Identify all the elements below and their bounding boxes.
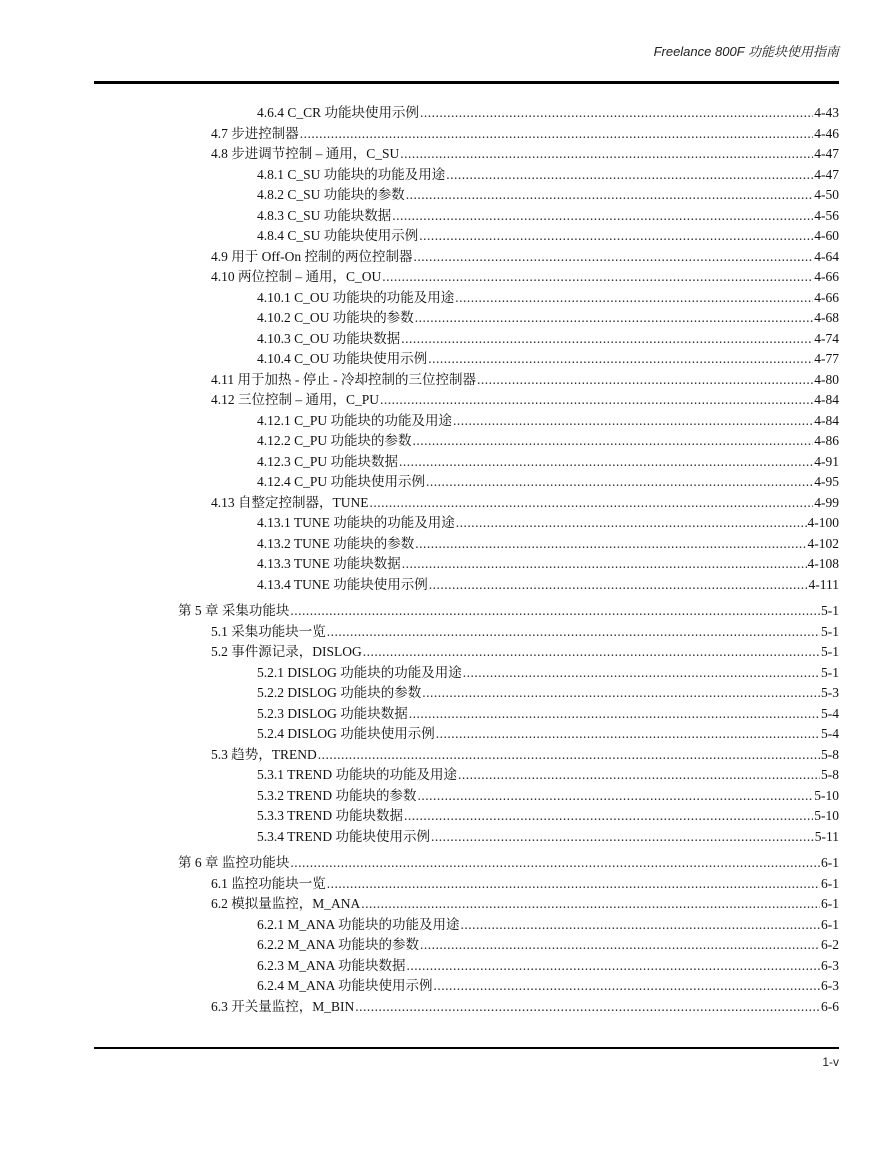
dot-leader — [446, 165, 813, 186]
toc-entry-title: 4.12.3 C_PU 功能块数据 — [257, 453, 399, 469]
dot-leader — [458, 765, 820, 786]
toc-entry-title: 4.10.4 C_OU 功能块使用示例 — [257, 351, 428, 366]
toc-entry-page: 4-108 — [807, 556, 839, 571]
toc-entry[interactable] — [0, 997, 893, 1018]
toc-entry[interactable] — [0, 124, 893, 145]
toc-entry-page: 4-56 — [814, 207, 839, 223]
toc-entry-title: 6.1 监控功能块一览 — [211, 875, 326, 891]
toc-entry[interactable] — [0, 724, 893, 745]
toc-entry-page: 4-86 — [814, 433, 839, 448]
toc-entry[interactable] — [0, 206, 893, 227]
toc-entry-title: 4.8 步进调节控制 – 通用，C_SU — [211, 146, 400, 161]
toc-entry-title: 4.8.1 C_SU 功能块的功能及用途 — [257, 166, 446, 182]
toc-entry-title: 4.7 步进控制器 — [211, 125, 299, 141]
toc-entry-title: 4.13.2 TUNE 功能块的参数 — [257, 535, 415, 551]
toc-entry-page: 4-47 — [814, 166, 839, 182]
header-rule — [94, 81, 839, 84]
footer-rule — [94, 1047, 839, 1049]
toc-entry-title: 4.8.2 C_SU 功能块的参数 — [257, 187, 405, 202]
dot-leader — [413, 431, 814, 452]
toc-entry-page: 6-6 — [821, 998, 839, 1014]
toc-entry-title: 6.2.3 M_ANA 功能块数据 — [257, 957, 406, 973]
toc-entry[interactable] — [0, 513, 893, 534]
toc-entry-title: 4.13 自整定控制器，TUNE — [211, 494, 369, 510]
toc-entry-page: 5-8 — [821, 746, 839, 762]
dot-leader — [404, 806, 813, 827]
toc-entry[interactable] — [0, 329, 893, 350]
toc-entry-page: 4-84 — [814, 412, 839, 428]
toc-entry[interactable] — [0, 267, 893, 288]
toc-entry-page: 4-66 — [814, 269, 839, 284]
dot-leader — [407, 956, 820, 977]
toc-entry-title: 5.3 趋势，TREND — [211, 746, 317, 762]
toc-entry-title: 5.3.4 TREND 功能块使用示例 — [257, 828, 431, 844]
toc-entry-title: 5.2 事件源记录，DISLOG — [211, 644, 362, 659]
toc-entry-page: 4-46 — [814, 125, 839, 141]
toc-chapter-entry[interactable] — [0, 853, 893, 874]
toc-entry-page: 4-111 — [808, 576, 839, 592]
toc-entry-title: 4.12 三位控制 – 通用，C_PU — [211, 392, 380, 407]
toc-entry-title: 4.6.4 C_CR 功能块使用示例 — [257, 105, 420, 120]
toc-entry-title: 5.2.3 DISLOG 功能块数据 — [257, 705, 408, 721]
toc-entry-page: 5-10 — [814, 808, 839, 823]
dot-leader — [392, 206, 813, 227]
toc-entry[interactable] — [0, 683, 893, 704]
toc-entry-page: 4-66 — [814, 289, 839, 305]
toc-entry[interactable] — [0, 452, 893, 473]
toc-entry-title: 第 5 章 采集功能块 — [178, 603, 290, 618]
toc-entry-page: 4-60 — [814, 228, 839, 243]
toc-entry-page: 4-80 — [814, 371, 839, 387]
dot-leader — [290, 853, 820, 874]
dot-leader — [434, 976, 820, 997]
toc-entry[interactable] — [0, 642, 893, 663]
toc-entry-page: 6-1 — [821, 896, 839, 911]
toc-entry[interactable] — [0, 308, 893, 329]
toc-entry[interactable] — [0, 390, 893, 411]
dot-leader — [290, 601, 820, 622]
dot-leader — [431, 827, 814, 848]
toc-entry-page: 4-74 — [814, 330, 839, 346]
dot-leader — [327, 874, 820, 895]
dot-leader — [409, 704, 820, 725]
dot-leader — [453, 411, 813, 432]
dot-leader — [463, 663, 820, 684]
toc-entry-title: 4.13.4 TUNE 功能块使用示例 — [257, 576, 428, 592]
toc-entry-title: 4.10 两位控制 – 通用，C_OU — [211, 269, 382, 284]
toc-entry-title: 6.2 模拟量监控，M_ANA — [211, 896, 361, 911]
toc-entry[interactable] — [0, 370, 893, 391]
toc-entry-page: 4-47 — [814, 146, 839, 161]
dot-leader — [361, 894, 820, 915]
toc-entry-title: 4.10.3 C_OU 功能块数据 — [257, 330, 401, 346]
toc-entry-page: 4-91 — [814, 453, 839, 469]
dot-leader — [380, 390, 813, 411]
dot-leader — [399, 452, 813, 473]
table-of-contents — [0, 103, 893, 1017]
toc-entry[interactable] — [0, 786, 893, 807]
toc-entry-title: 4.13.3 TUNE 功能块数据 — [257, 556, 401, 571]
toc-entry[interactable] — [0, 874, 893, 895]
dot-leader — [382, 267, 813, 288]
toc-entry[interactable] — [0, 622, 893, 643]
toc-entry[interactable] — [0, 956, 893, 977]
toc-entry-page: 4-43 — [814, 105, 839, 120]
toc-entry[interactable] — [0, 575, 893, 596]
toc-entry[interactable] — [0, 765, 893, 786]
toc-entry-page: 5-1 — [821, 664, 839, 680]
toc-entry-page: 6-3 — [821, 978, 839, 993]
toc-entry-title: 5.2.4 DISLOG 功能块使用示例 — [257, 726, 435, 741]
toc-entry[interactable] — [0, 745, 893, 766]
toc-entry[interactable] — [0, 935, 893, 956]
toc-entry-title: 4.13.1 TUNE 功能块的功能及用途 — [257, 515, 455, 530]
toc-entry-title: 6.2.2 M_ANA 功能块的参数 — [257, 937, 420, 952]
toc-entry-page: 6-1 — [821, 916, 839, 932]
toc-entry-page: 4-102 — [807, 535, 839, 551]
dot-leader — [401, 329, 813, 350]
dot-leader — [415, 308, 813, 329]
dot-leader — [418, 786, 814, 807]
toc-entry[interactable] — [0, 827, 893, 848]
toc-entry[interactable] — [0, 288, 893, 309]
toc-entry[interactable] — [0, 185, 893, 206]
toc-entry[interactable] — [0, 411, 893, 432]
toc-entry-title: 5.3.1 TREND 功能块的功能及用途 — [257, 767, 458, 782]
page-header-title: Freelance 800F 功能块使用指南 — [653, 44, 839, 59]
toc-entry[interactable] — [0, 493, 893, 514]
toc-entry-page: 5-1 — [821, 644, 839, 659]
toc-entry-title: 6.3 开关量监控，M_BIN — [211, 998, 355, 1014]
dot-leader — [415, 534, 806, 555]
toc-entry[interactable] — [0, 976, 893, 997]
dot-leader — [420, 935, 820, 956]
dot-leader — [414, 247, 814, 268]
toc-entry[interactable] — [0, 144, 893, 165]
toc-entry-page: 6-1 — [821, 875, 839, 891]
toc-entry-page: 4-95 — [814, 474, 839, 489]
toc-entry-title: 4.10.1 C_OU 功能块的功能及用途 — [257, 289, 455, 305]
toc-entry-page: 6-2 — [821, 937, 839, 952]
dot-leader — [420, 103, 813, 124]
toc-entry[interactable] — [0, 806, 893, 827]
toc-entry-title: 4.9 用于 Off-On 控制的两位控制器 — [211, 248, 413, 264]
dot-leader — [477, 370, 813, 391]
toc-entry-title: 4.10.2 C_OU 功能块的参数 — [257, 310, 414, 325]
toc-entry[interactable] — [0, 663, 893, 684]
dot-leader — [456, 513, 807, 534]
dot-leader — [318, 745, 820, 766]
toc-entry-page: 5-10 — [814, 787, 839, 803]
toc-entry[interactable] — [0, 534, 893, 555]
toc-entry[interactable] — [0, 915, 893, 936]
dot-leader — [300, 124, 814, 145]
toc-entry-title: 6.2.4 M_ANA 功能块使用示例 — [257, 978, 433, 993]
toc-entry-title: 5.2.1 DISLOG 功能块的功能及用途 — [257, 664, 462, 680]
toc-entry[interactable] — [0, 247, 893, 268]
dot-leader — [429, 575, 808, 596]
toc-entry-page: 5-3 — [821, 685, 839, 700]
dot-leader — [327, 622, 820, 643]
toc-entry[interactable] — [0, 894, 893, 915]
dot-leader — [426, 472, 813, 493]
toc-entry[interactable] — [0, 226, 893, 247]
toc-entry-page: 4-100 — [807, 515, 839, 530]
toc-entry-page: 5-8 — [821, 767, 839, 782]
toc-entry[interactable] — [0, 704, 893, 725]
toc-entry-page: 4-77 — [814, 351, 839, 366]
toc-entry-page: 6-3 — [821, 957, 839, 973]
toc-entry[interactable] — [0, 431, 893, 452]
toc-entry-page: 5-1 — [821, 623, 839, 639]
toc-entry[interactable] — [0, 349, 893, 370]
toc-entry-title: 6.2.1 M_ANA 功能块的功能及用途 — [257, 916, 460, 932]
toc-entry[interactable] — [0, 472, 893, 493]
toc-entry-title: 4.11 用于加热 - 停止 - 冷却控制的三位控制器 — [211, 371, 476, 387]
dot-leader — [402, 554, 807, 575]
dot-leader — [428, 349, 813, 370]
dot-leader — [355, 997, 820, 1018]
toc-entry-title: 5.1 采集功能块一览 — [211, 623, 326, 639]
toc-entry-page: 4-50 — [814, 187, 839, 202]
page-number: 1-v — [822, 1055, 839, 1069]
dot-leader — [363, 642, 820, 663]
toc-entry-page: 5-11 — [814, 828, 839, 844]
dot-leader — [436, 724, 820, 745]
toc-entry-page: 4-99 — [814, 494, 839, 510]
toc-entry-page: 4-64 — [814, 248, 839, 264]
toc-entry-page: 4-84 — [814, 392, 839, 407]
dot-leader — [370, 493, 814, 514]
dot-leader — [406, 185, 813, 206]
dot-leader — [400, 144, 813, 165]
toc-entry-page: 4-68 — [814, 310, 839, 325]
toc-entry-title: 4.8.4 C_SU 功能块使用示例 — [257, 228, 419, 243]
toc-entry-title: 4.12.2 C_PU 功能块的参数 — [257, 433, 412, 448]
toc-entry-title: 5.3.3 TREND 功能块数据 — [257, 808, 404, 823]
toc-chapter-entry[interactable] — [0, 601, 893, 622]
toc-entry-title: 4.12.4 C_PU 功能块使用示例 — [257, 474, 426, 489]
toc-entry[interactable] — [0, 165, 893, 186]
toc-entry[interactable] — [0, 554, 893, 575]
toc-entry-page: 5-4 — [821, 726, 839, 741]
toc-entry-page: 5-4 — [821, 705, 839, 721]
toc-entry-title: 4.12.1 C_PU 功能块的功能及用途 — [257, 412, 453, 428]
toc-entry-title: 5.3.2 TREND 功能块的参数 — [257, 787, 417, 803]
toc-entry-page: 5-1 — [821, 603, 839, 618]
dot-leader — [455, 288, 813, 309]
dot-leader — [461, 915, 820, 936]
toc-entry-title: 4.8.3 C_SU 功能块数据 — [257, 207, 392, 223]
toc-entry[interactable] — [0, 103, 893, 124]
toc-entry-title: 第 6 章 监控功能块 — [178, 855, 290, 870]
dot-leader — [422, 683, 820, 704]
dot-leader — [419, 226, 813, 247]
toc-entry-title: 5.2.2 DISLOG 功能块的参数 — [257, 685, 422, 700]
toc-entry-page: 6-1 — [821, 855, 839, 870]
